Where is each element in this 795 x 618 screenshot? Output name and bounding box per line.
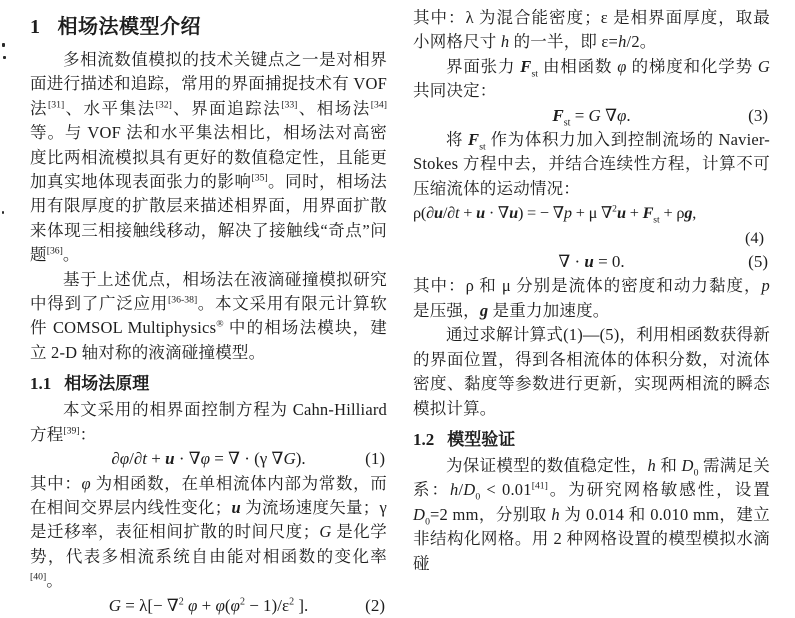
scan-artifact (2, 211, 4, 214)
math-symbol: φ (187, 595, 198, 615)
paragraph: 其中：φ 为相函数，在单相流体内部为常数，而在相间交界层内线性变化；u 为流场速度矢量；γ 是迁移率，表征相间扩散的时间尺度；G 是化学势，代表多相流系统自由能对相函数的变化率[40]。 (30, 473, 387, 591)
paragraph: 界面张力 $F_{st}$ 由相函数 φ 的梯度和化学势 G 共同决定： (413, 56, 770, 101)
subscript: st (479, 141, 486, 153)
equation-number: (4) (745, 227, 764, 247)
heading-text: 模型验证 (447, 429, 516, 449)
vector-symbol: u (616, 203, 626, 223)
vector-symbol: F (642, 203, 654, 223)
subscript: st (653, 214, 660, 226)
superscript: 2 (289, 595, 295, 607)
superscript: [33] (281, 99, 298, 111)
left-column (30, 6, 387, 618)
heading-number: 1.2 (413, 429, 435, 449)
equation-number: (3) (748, 105, 768, 125)
math-symbol: G (319, 522, 332, 542)
paragraph: 其中：λ 为混合能密度；ε 是相界面厚度，取最小网格尺寸 h 的一半，即 ε=h/2。 (413, 8, 770, 52)
scan-artifact (2, 43, 5, 47)
superscript: [41] (531, 480, 548, 492)
vector-symbol: g (684, 203, 693, 223)
section-heading (30, 6, 387, 48)
subscript: st (531, 68, 538, 80)
superscript: [32] (155, 99, 172, 111)
heading-number: 1.1 (30, 374, 52, 394)
equation (413, 250, 770, 274)
vector-symbol: F (520, 56, 532, 76)
subsection-heading (30, 365, 387, 398)
vector-symbol: F (467, 130, 480, 150)
math-symbol: φ (200, 449, 211, 469)
vector-symbol: u (231, 497, 241, 517)
equation-number: (1) (365, 449, 385, 469)
math-symbol: φ (617, 56, 627, 76)
subscript: 0 (425, 516, 430, 528)
math-symbol: φ (230, 595, 240, 615)
equation-formula: $F_{st} = G$ ∇φ. (552, 105, 631, 129)
math-symbol: h (618, 32, 627, 52)
vector-symbol: u (509, 203, 518, 223)
superscript: [36] (46, 245, 63, 257)
paragraph: 将 $F_{st}$ 作为体积力加入到控制流场的 Navier-Stokes 方程中去，并结合连续性方程，计算不可压缩流体的运动情况： (413, 130, 770, 198)
paragraph: 为保证模型的数值稳定性，h 和 $D_0$ 需满足关系：$h/D_0 < 0.01[41]$。为研究网格敏感性，设置 $D_0=2$ mm，分别取 h 为 0.014 和 0.010 mm，建立非结构化网格。用 2 种网格设置的模型模拟水滴碰 (413, 455, 771, 573)
superscript: [31] (48, 99, 65, 111)
math-symbol: D (413, 504, 426, 524)
equation-number: (5) (748, 252, 768, 272)
heading-text: 相场法模型介绍 (57, 16, 201, 38)
paragraph: 其中：ρ 和 μ 分别是流体的密度和动力黏度，p 是压强，g 是重力加速度。 (413, 276, 770, 320)
math-symbol: D (681, 455, 694, 475)
superscript: [39] (63, 425, 80, 437)
vector-symbol: u (434, 203, 443, 223)
superscript: 2 (239, 595, 245, 607)
math-symbol: φ (81, 473, 91, 493)
equation (30, 447, 387, 471)
math-symbol: φ (616, 105, 627, 125)
subscript: st (563, 117, 571, 129)
math-symbol: G (283, 449, 296, 469)
heading-text: 相场法原理 (64, 374, 150, 394)
equation-number: (2) (365, 595, 385, 615)
subscript: 0 (693, 467, 699, 479)
paragraph: 通过求解计算式(1)—(5)，利用相函数获得新的界面位置，得到各相流体的体积分数，对流体密度、黏度等参数进行更新，实现两相流的瞬态模拟计算。 (413, 325, 770, 418)
math-symbol: t (142, 449, 148, 469)
paragraph: 基于上述优点，相场法在液滴碰撞模拟研究中得到了广泛应用[36-38]。本文采用有限元计算软件 COMSOL Multiphysics® 中的相场法模块，建立 2-D 轴对称的液滴碰撞模型。 (30, 269, 388, 362)
subsection-heading (413, 421, 770, 454)
equation (413, 201, 770, 250)
vector-symbol: g (479, 300, 489, 320)
equation-formula: ∂φ/∂t + u · ∇φ = ∇ · (γ ∇G). (111, 449, 306, 469)
equation (413, 104, 770, 128)
vector-symbol: u (476, 203, 485, 223)
math-symbol: φ (215, 595, 225, 615)
math-symbol: h (450, 480, 459, 500)
math-symbol: h (500, 32, 510, 52)
math-symbol: D (463, 480, 476, 500)
right-column (413, 6, 770, 618)
equation-formula: G = λ[− ∇$^2$ $\varphi + \varphi(\varphi^2 - 1)/\varepsilon^2$ ]. (108, 595, 309, 615)
math-symbol: p (761, 276, 770, 296)
math-symbol: G (108, 595, 121, 615)
math-symbol: φ (119, 449, 130, 469)
math-symbol: h (551, 504, 560, 524)
math-symbol: h (647, 455, 656, 475)
superscript: 2 (612, 203, 617, 215)
vector-symbol: F (552, 105, 564, 125)
scan-artifact (3, 56, 6, 59)
math-symbol: G (588, 105, 601, 125)
paragraph: 多相流数值模拟的技术关键点之一是对相界面进行描述和追踪，常用的界面捕捉技术有 VOF 法[31]、水平集法[32]、界面追踪法[33]、相场法[34]等。与 VOF 法和水平集法相比，相场法对高密度比两相流模拟具有更好的数值稳定性，且能更加真实地体现表面张力的影响[35]。同时，相场法用有限厚度的扩散层来描述相界面，用界面扩散来体现三相接触线移动，解决了接触线“奇点”问题[36]。 (30, 50, 387, 265)
paragraph: 本文采用的相界面控制方程为 Cahn-Hilliard 方程[39]： (30, 400, 387, 444)
equation-formula: ∇ · u = 0. (558, 252, 625, 272)
superscript: ® (216, 318, 224, 330)
superscript: 2 (178, 595, 184, 607)
subscript: 0 (475, 491, 481, 503)
math-symbol: G (757, 56, 770, 76)
vector-symbol: u (584, 252, 594, 272)
equation-formula: ρ(∂u/∂t + u · ∇u) = − ∇p + μ $\nabla^2u + F_{st} + \rho g$, (413, 203, 697, 226)
math-symbol: t (455, 203, 460, 223)
superscript: [34] (370, 99, 387, 111)
math-symbol: p (563, 203, 572, 223)
vector-symbol: u (165, 449, 175, 469)
heading-number: 1 (30, 16, 41, 38)
superscript: [36-38] (168, 294, 198, 306)
superscript: [40] (30, 571, 47, 583)
equation (30, 594, 387, 618)
superscript: [35] (251, 172, 268, 184)
